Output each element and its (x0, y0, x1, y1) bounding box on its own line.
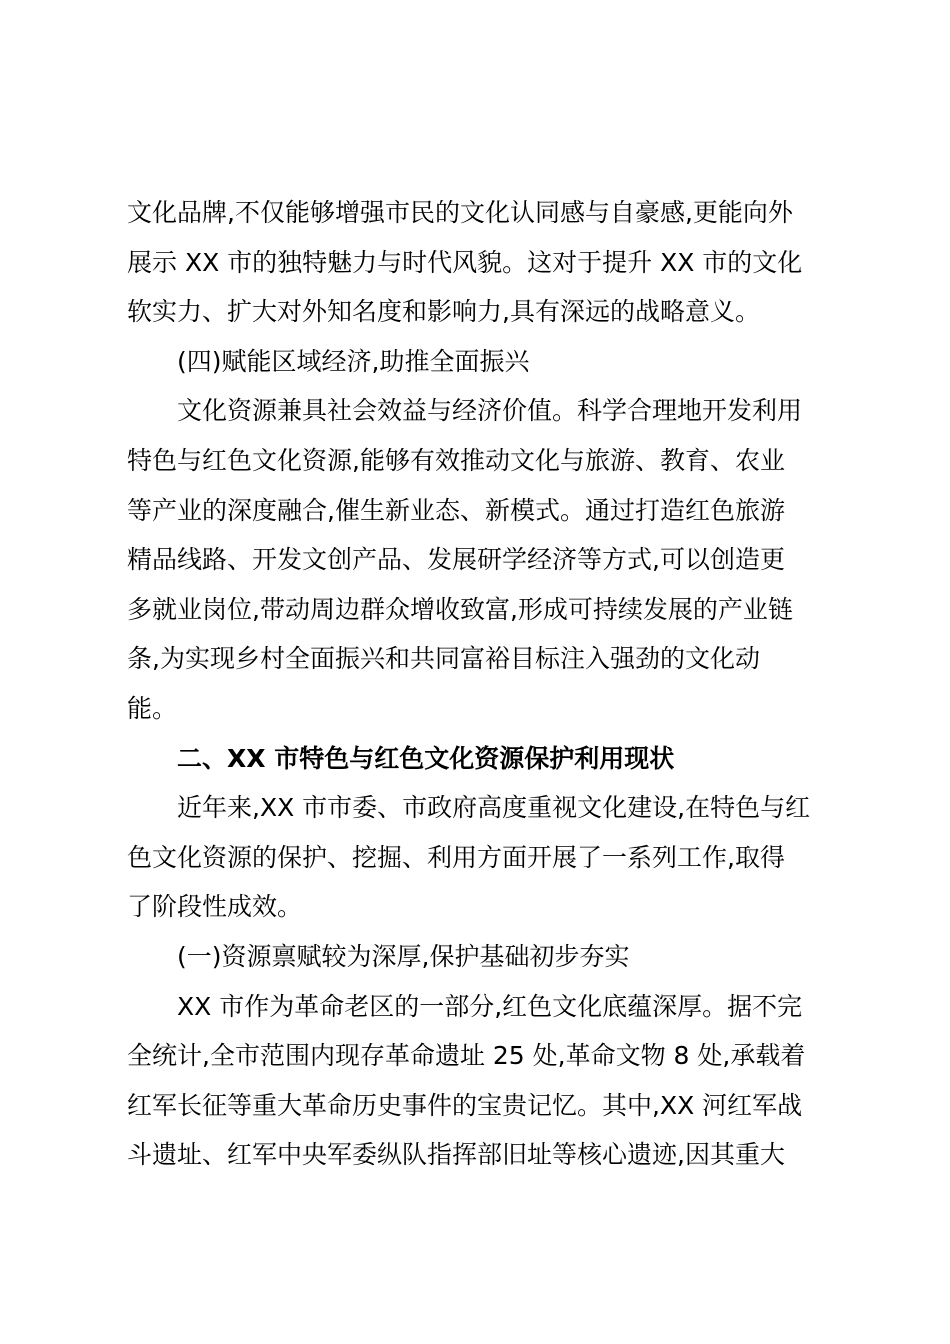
paragraph-first-line: 文化资源兼具社会效益与经济价值。科学合理地开发利用 (177, 396, 803, 426)
body-text-line: 精品线路、开发文创产品、发展研学经济等方式,可以创造更 (127, 545, 785, 575)
body-text-line: 多就业岗位,带动周边群众增收致富,形成可持续发展的产业链 (127, 594, 793, 624)
body-text-line: 全统计,全市范围内现存革命遗址 25 处,革命文物 8 处,承载着 (127, 1041, 806, 1071)
subsection-heading: (一)资源禀赋较为深厚,保护基础初步夯实 (177, 941, 630, 971)
body-text-line: 软实力、扩大对外知名度和影响力,具有深远的战略意义。 (127, 297, 760, 327)
body-text-line: 斗遗址、红军中央军委纵队指挥部旧址等核心遗迹,因其重大 (127, 1140, 785, 1170)
body-text-line: 条,为实现乡村全面振兴和共同富裕目标注入强劲的文化动 (127, 644, 760, 674)
body-text-line: 特色与红色文化资源,能够有效推动文化与旅游、教育、农业 (127, 445, 785, 475)
body-text-line: 能。 (127, 693, 178, 723)
body-text-line: 红军长征等重大革命历史事件的宝贵记忆。其中,XX 河红军战 (127, 1090, 803, 1120)
document-body (127, 188, 827, 1180)
subsection-heading: (四)赋能区域经济,助推全面振兴 (177, 346, 530, 376)
body-text-line: 展示 XX 市的独特魅力与时代风貌。这对于提升 XX 市的文化 (127, 247, 803, 277)
paragraph-first-line: 近年来,XX 市市委、市政府高度重视文化建设,在特色与红 (177, 793, 811, 823)
body-text-line: 等产业的深度融合,催生新业态、新模式。通过打造红色旅游 (127, 495, 785, 525)
body-text-line: 了阶段性成效。 (127, 892, 303, 922)
body-text-line: 色文化资源的保护、挖掘、利用方面开展了一系列工作,取得 (127, 842, 785, 872)
body-text-line: 文化品牌,不仅能够增强市民的文化认同感与自豪感,更能向外 (127, 198, 793, 227)
paragraph-first-line: XX 市作为革命老区的一部分,红色文化底蕴深厚。据不完 (177, 991, 803, 1021)
section-heading: 二、XX 市特色与红色文化资源保护利用现状 (177, 743, 675, 773)
